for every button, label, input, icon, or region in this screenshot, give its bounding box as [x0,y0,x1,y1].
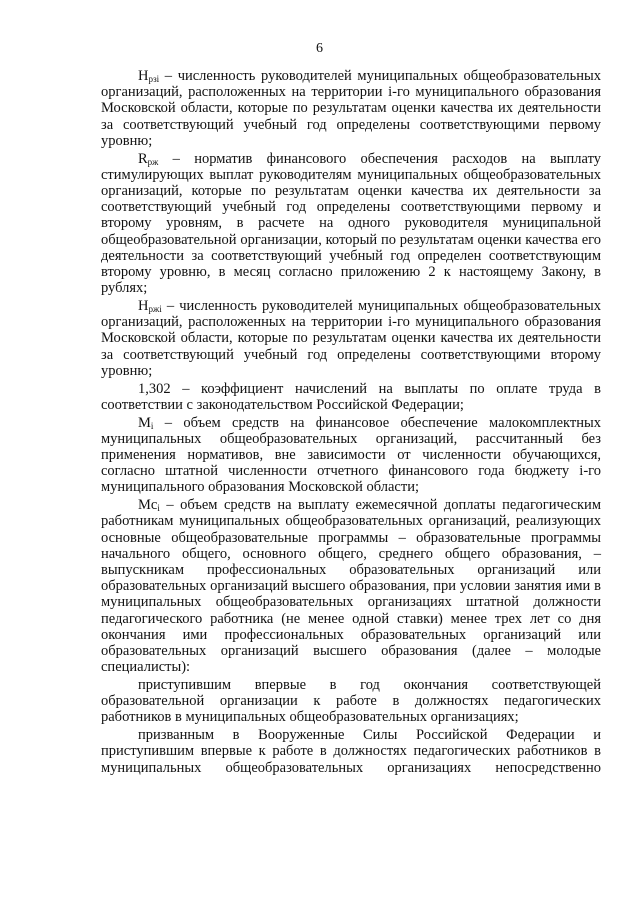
paragraph-mc-i [101,497,601,675]
paragraph-n-rzi [101,68,601,149]
paragraph-text: – объем средств на выплату ежемесячной доплаты педагогическим работникам муниципальных общеобразовательных организаций, реализующих основные общеобразовательные программы – образовательные программы начального общего, основного общего, среднего общего образования, – выпускникам профессиональных образовательных организаций или образовательных организаций высшего образования, при условии занятия ими в муниципальных общеобразовательных организациях штатной должности педагогического работника (не менее одной ставки) менее трех лет со дня окончания ими профессиональных образовательных организаций или образовательных организаций высшего образования (далее – молодые специалисты): [101,497,601,676]
paragraph-text: – численность руководителей муниципальных общеобразовательных организаций, расположенных на территории i-го муниципального образования Московской области, которые по результатам оценки качества их деятельности за соответствующий учебный год определены соответствующими первому уровню; [101,68,601,149]
symbol-subscript: i [157,503,160,514]
symbol: М [138,414,151,431]
paragraph-text: – численность руководителей муниципальных общеобразовательных организаций, расположенных на территории i-го муниципального образования Московской области, которые по результатам оценки качества их деятельности за соответствующий учебный год определены соответствующими второму уровню; [101,298,601,379]
paragraph-r-rzh [101,151,601,297]
symbol-subscript: рзi [148,74,160,84]
paragraph-coefficient [101,381,601,413]
paragraph-first-category [101,677,601,726]
symbol: Н [138,68,149,84]
paragraph-text: 1,302 – коэффициент начислений на выплаты по оплате труда в соответствии с законодательством Российской Федерации; [101,380,601,413]
page-number: 6 [316,41,323,56]
symbol-subscript: i [150,420,154,431]
paragraph-text: – объем средств на финансовое обеспечение малокомплектных муниципальных общеобразовательных организаций, рассчитанный без применения нормативов, вне зависимости от численности обучающихся, согласно штатной численности отчетного финансового года бюджету i-го муниципального образования Московской области; [101,414,601,496]
symbol: R [138,150,148,167]
paragraph-n-rzhi [101,298,601,379]
symbol-subscript: рж [147,156,159,167]
paragraph-text: приступившим впервые в год окончания соответствующей образовательной организации к работе в должностях педагогических работников в муниципальных общеобразовательных организациях; [101,677,601,726]
document-body [101,68,601,777]
paragraph-m-i [101,415,601,496]
paragraph-text: призванным в Вооруженные Силы Российской Федерации и приступившим впервые к работе в должностях педагогических работников в муниципальных общеобразовательных организациях непосредственно [101,727,601,776]
paragraph-second-category [101,727,601,776]
symbol: Мс [138,497,158,514]
symbol-subscript: ржi [148,304,162,315]
symbol: Н [138,298,149,315]
paragraph-text: – норматив финансового обеспечения расходов на выплату стимулирующих выплат руководителям муниципальных общеобразовательных организаций, которые по результатам оценки качества их деятельности за соответствующий учебный год определены соответствующими первому и второму уровням, в расчете на одного руководителя муниципальной общеобразовательной организации, который по результатам оценки качества его деятельности за соответствующий учебный год определен соответствующим второму уровню, в месяц согласно приложению 2 к настоящему Закону, в рублях; [101,150,601,297]
